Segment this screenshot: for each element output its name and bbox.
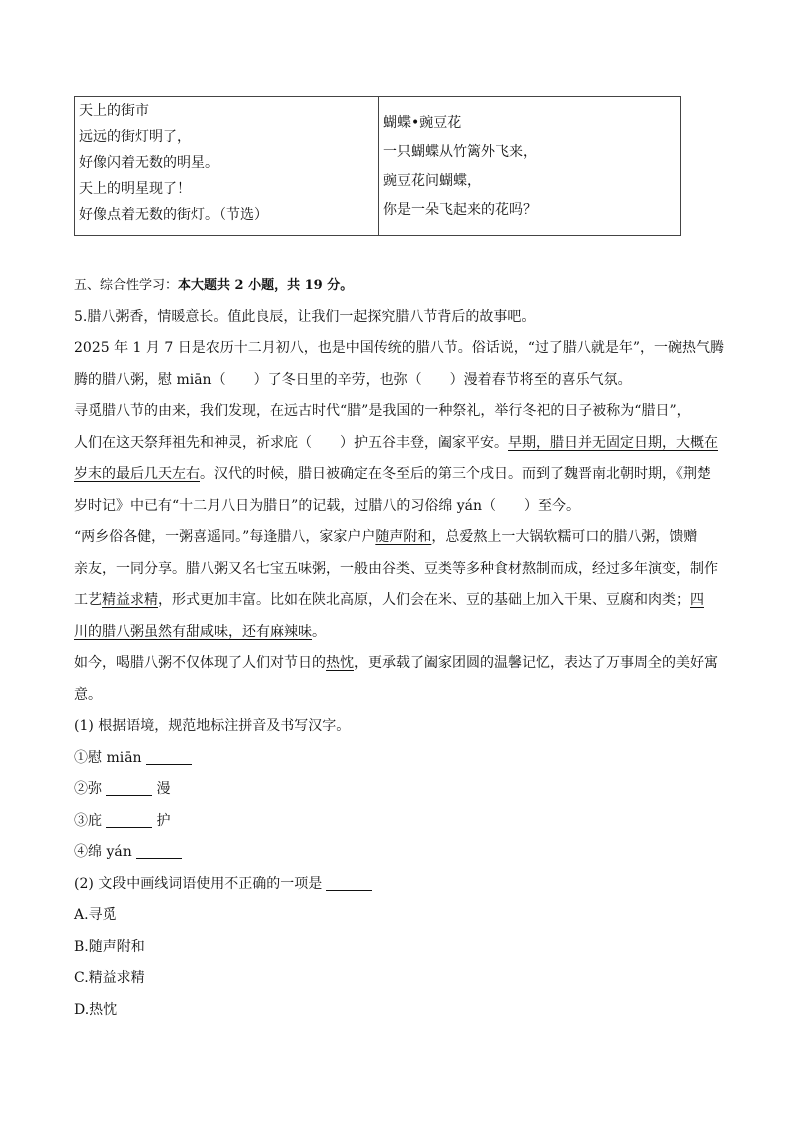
item-suffix: 护	[156, 812, 171, 829]
poem-line: 一只蝴蝶从竹篱外飞来，	[383, 144, 537, 160]
option-a: A.寻觅	[74, 907, 117, 923]
answer-blank[interactable]	[136, 843, 182, 859]
poem-cell-left	[75, 97, 379, 235]
poem-line: 天上的明星现了！	[79, 181, 191, 197]
underlined-sentence: 岁末的最后几天左右	[74, 466, 200, 482]
paragraph-line	[74, 459, 724, 491]
poem-line: 好像闪着无数的明星。	[79, 155, 219, 171]
sub-question-2	[74, 869, 724, 901]
sub-question-1: (1) 根据语境，规范地标注拼音及书写汉字。	[74, 718, 351, 734]
item-label: ①慰 miān	[74, 749, 142, 766]
question-intro: 5.腊八粥香，情暖意长。值此良辰，让我们一起探究腊八节背后的故事吧。	[74, 308, 536, 325]
text-run: ，总爱熬上一大锅软糯可口的腊八粥，馈赠	[431, 529, 698, 545]
option-c: C.精益求精	[74, 970, 145, 986]
section-title-prefix: 五、综合性学习：	[74, 278, 179, 293]
poem-line: 豌豆花问蝴蝶，	[383, 173, 481, 189]
poem-line: 好像点着无数的街灯。（节选）	[79, 207, 268, 223]
option-b: B.随声附和	[74, 938, 145, 955]
paragraph-line	[74, 396, 724, 428]
underlined-word: 随声附和	[375, 529, 432, 545]
paragraph-line	[74, 585, 724, 617]
paragraph-line: 岁时记》中已有“十二月八日为腊日”的记载，过腊八的习俗绵 yán（ ）至今。	[74, 497, 581, 514]
underlined-sentence: 四	[690, 592, 704, 608]
answer-item	[74, 837, 724, 869]
text-run: 如今，喝腊八粥不仅体现了人们对节日的	[74, 655, 326, 671]
answer-blank[interactable]	[106, 812, 152, 828]
paragraph-line: 腾的腊八粥，慰 miān（ ）了冬日里的辛劳，也弥（ ）漫着春节将至的喜乐气氛。	[74, 371, 632, 388]
poem-line: 你是一朵飞起来的花吗？	[383, 202, 537, 218]
paragraph-line: 亲友，一同分享。腊八粥又名七宝五味粥，一般由谷类、豆类等多种食材熬制而成，经过多年演变，制作	[74, 560, 718, 577]
paragraph-line: 2025 年 1 月 7 日是农历十二月初八，也是中国传统的腊八节。俗话说，“过了腊八就是年”，一碗热气腾	[74, 340, 725, 356]
answer-blank[interactable]	[106, 780, 152, 796]
text-run: 人们在这天祭拜祖先和神灵，祈求庇（ ）护五谷丰登，阖家平安。	[74, 434, 508, 451]
underlined-sentence: 川的腊八粥虽然有甜咸味，还有麻辣味	[74, 623, 312, 640]
word-xunmi: 寻觅	[74, 403, 102, 419]
text-run: 工艺	[74, 592, 102, 608]
paragraph-line	[74, 428, 724, 460]
text-run: ，形式更加丰富。比如在陕北高原，人们会在米、豆的基础上加入干果、豆腐和肉类；	[158, 592, 690, 608]
paragraph-line	[74, 648, 724, 680]
text-run: 。	[312, 623, 326, 640]
poem-line: 蝴蝶•豌豆花	[383, 115, 462, 131]
text-run: 腊八节的由来，我们发现，在远古时代“腊”是我国的一种祭礼，举行冬祀的日子被称为“腊日”，	[102, 403, 691, 419]
item-label: ④绵 yán	[74, 844, 132, 860]
option-d: D.热忱	[74, 1001, 118, 1018]
text-run: “两乡俗各健，一粥喜遥同。”每逢腊八，家家户户	[74, 529, 376, 545]
text-run: ，更承载了阖家团圆的温馨记忆，表达了万事周全的美好寓	[354, 655, 718, 671]
question-section	[74, 270, 724, 1026]
poem-line: 远远的街灯明了，	[79, 129, 191, 145]
item-suffix: 漫	[156, 781, 171, 797]
paragraph-line	[74, 617, 724, 649]
item-label: ③庇	[74, 812, 102, 829]
item-label: ②弥	[74, 781, 102, 797]
poem-cell-right	[379, 97, 680, 235]
paragraph-line	[74, 522, 724, 554]
answer-item	[74, 743, 724, 775]
answer-item	[74, 774, 724, 806]
paragraph-line: 意。	[74, 686, 102, 703]
answer-item	[74, 806, 724, 838]
text-run: 。汉代的时候，腊日被确定在冬至后的第三个戌日。而到了魏晋南北朝时期，《荆楚	[200, 466, 711, 482]
poem-line: 天上的街市	[79, 103, 149, 119]
item-label: (2) 文段中画线词语使用不正确的一项是	[74, 875, 323, 892]
section-title-rest: 本大题共 2 小题，共 19 分。	[178, 278, 354, 293]
underlined-sentence: 早期，腊日并无固定日期，大概在	[508, 434, 718, 451]
section-heading	[74, 270, 724, 302]
underlined-word: 精益求精	[102, 592, 158, 608]
answer-blank[interactable]	[146, 749, 192, 765]
poem-table	[74, 96, 681, 236]
answer-blank[interactable]	[326, 875, 372, 891]
underlined-word: 热忱	[326, 655, 354, 671]
